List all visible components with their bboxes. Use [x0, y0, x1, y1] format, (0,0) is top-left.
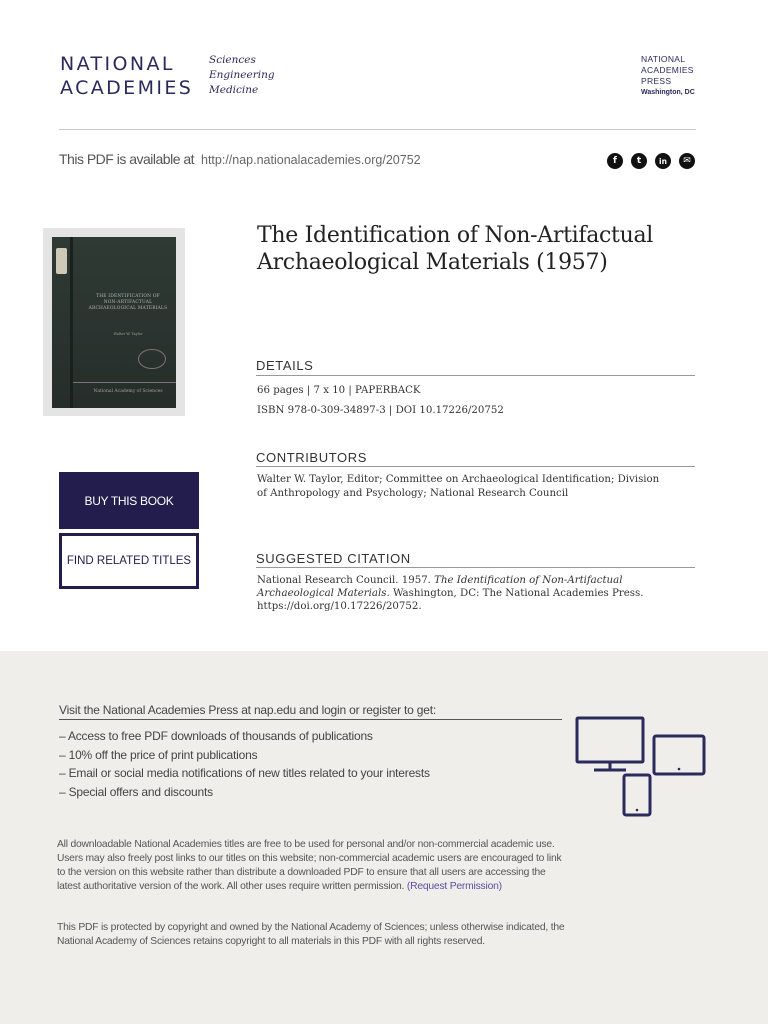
- cover-footer-rule: [73, 382, 176, 383]
- details-isbn-doi: ISBN 978-0-309-34897-3 | DOI 10.17226/20752: [257, 405, 504, 416]
- cover-title: [82, 294, 174, 312]
- citation-title-1: The Identification of Non-Artifactual: [434, 575, 623, 586]
- cover-title-line-2: NON-ARTIFACTUAL: [103, 300, 153, 305]
- press-logo-line-2: ACADEMIES: [641, 65, 694, 75]
- details-divider: [256, 375, 695, 376]
- twitter-icon[interactable]: t: [631, 153, 647, 169]
- contributors-line-1: Walter W. Taylor, Editor; Committee on Archaeological Identification; Division: [257, 474, 660, 485]
- citation-heading: SUGGESTED CITATION: [256, 551, 411, 566]
- logo-line-1: NATIONAL: [60, 53, 175, 75]
- benefit-item: – 10% off the price of print publications: [59, 747, 258, 762]
- logo-sub-sciences: Sciences: [209, 54, 256, 66]
- header-divider: [59, 129, 696, 130]
- citation-title-2: Archaeological Materials: [257, 588, 387, 599]
- book-title: The Identification of Non-Artifactual Archaeological Materials (1957): [257, 223, 653, 275]
- monitor-icon: [577, 718, 643, 762]
- cover-footer: National Academy of Sciences: [93, 389, 163, 394]
- contributors-divider: [256, 466, 695, 467]
- citation-line-2: [257, 587, 697, 600]
- citation-prefix: National Research Council. 1957.: [257, 575, 435, 586]
- request-permission-link[interactable]: (Request Permission): [406, 881, 502, 892]
- citation-text: [257, 574, 697, 613]
- logo-sub-medicine: Medicine: [209, 84, 259, 96]
- nap-press-logo[interactable]: [641, 54, 695, 98]
- devices-icon: [570, 712, 710, 822]
- press-logo-place: Washington, DC: [641, 89, 695, 96]
- national-academies-logo[interactable]: [60, 52, 200, 100]
- usage-terms-text: All downloadable National Academies titles are free to be used for personal and/or non-commercial academic use. Users may also freely post links to our titles on this website; non-commercial academic users are encouraged to link to the version on this website rather than distribute a downloaded PDF to ensure that all users are accessing the latest authoritative version of the work. All other uses require written permission.: [57, 839, 562, 892]
- email-icon[interactable]: ✉: [679, 153, 695, 169]
- press-logo-line-3: PRESS: [641, 76, 672, 86]
- cover-library-tag: [56, 248, 67, 274]
- citation-divider: [256, 567, 695, 568]
- benefit-item: – Access to free PDF downloads of thousands of publications: [59, 729, 373, 743]
- pdf-available-label: This PDF is available at: [59, 151, 195, 167]
- press-logo-line-1: NATIONAL: [641, 54, 686, 64]
- logo-subtitle: [209, 53, 275, 98]
- pdf-url-link[interactable]: http://nap.nationalacademies.org/20752: [201, 153, 421, 167]
- cover-title-line-3: ARCHAEOLOGICAL MATERIALS: [88, 306, 168, 311]
- benefit-item: – Special offers and discounts: [59, 784, 213, 799]
- copyright-notice: This PDF is protected by copyright and owned by the National Academy of Sciences; unless otherwise indicated, the National Academy of Sciences retains copyright to all materials in this PDF with all rights reserved.: [57, 922, 565, 947]
- details-pages: 66 pages | 7 x 10 | PAPERBACK: [257, 385, 421, 396]
- citation-publisher: . Washington, DC: The National Academies Press.: [386, 588, 644, 599]
- citation-line-1: [257, 574, 697, 587]
- cover-editor: Walter W. Taylor: [113, 332, 143, 336]
- benefits-list: [59, 727, 430, 801]
- details-heading: DETAILS: [256, 358, 314, 373]
- cover-title-line-1: THE IDENTIFICATION OF: [96, 294, 160, 299]
- buy-this-book-button[interactable]: BUY THIS BOOK: [59, 472, 199, 529]
- logo-line-2: ACADEMIES: [60, 77, 194, 99]
- visit-divider: [59, 719, 562, 720]
- cover-stamp: [138, 349, 166, 369]
- visit-nap-text: Visit the National Academies Press at nap.edu and login or register to get:: [59, 703, 437, 717]
- find-related-titles-button[interactable]: FIND RELATED TITLES: [59, 533, 199, 589]
- usage-terms: [57, 838, 567, 894]
- contributors-heading: CONTRIBUTORS: [256, 450, 367, 465]
- social-share-bar: [607, 153, 695, 169]
- linkedin-icon[interactable]: in: [655, 153, 671, 169]
- contributors-line-2: of Anthropology and Psychology; National Research Council: [257, 488, 569, 499]
- facebook-icon[interactable]: f: [607, 153, 623, 169]
- benefit-item: – Email or social media notifications of new titles related to your interests: [59, 766, 430, 780]
- logo-sub-engineering: Engineering: [209, 69, 275, 81]
- citation-doi[interactable]: https://doi.org/10.17226/20752.: [257, 601, 422, 612]
